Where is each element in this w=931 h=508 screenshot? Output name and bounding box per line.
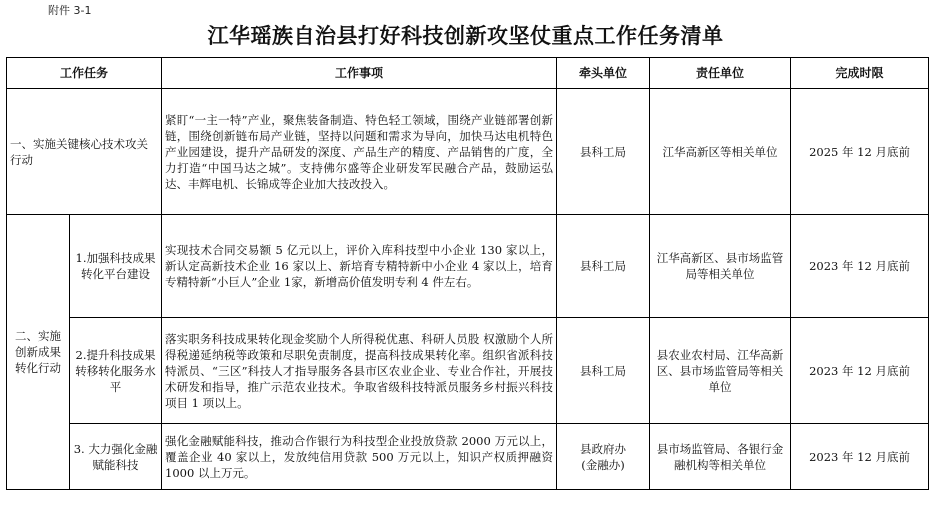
table-row (7, 424, 929, 490)
task-matters: 紧盯“一主一特”产业，聚焦装备制造、特色轻工领域，围绕产业链部署创新链，围绕创新链布局产业链，坚持以问题和需求为导向，加快马达电机特色产业园建设，提升产品研发的深度、产品生产的精度、产品销售的广度，全力打造“中国马达之城”。支持佛尔盛等企业研发军民融合产品，鼓励运弘达、丰辉电机、长锦成等企业加大技改投入。 (162, 89, 557, 215)
header-matters: 工作事项 (162, 58, 557, 89)
lead-unit: 县科工局 (557, 318, 650, 424)
subtask-name: 2.提升科技成果转移转化服务水平 (70, 318, 162, 424)
attachment-label: 附件 3-1 (48, 4, 92, 17)
responsible-unit: 江华高新区等相关单位 (650, 89, 791, 215)
table-row (7, 215, 929, 318)
responsible-unit: 县市场监管局、各银行金融机构等相关单位 (650, 424, 791, 490)
header-row (7, 58, 929, 89)
header-deadline: 完成时限 (791, 58, 929, 89)
lead-unit: 县科工局 (557, 89, 650, 215)
table-row (7, 89, 929, 215)
page-title: 江华瑶族自治县打好科技创新攻坚仗重点工作任务清单 (207, 23, 724, 48)
subtask-name: 3. 大力强化金融赋能科技 (70, 424, 162, 490)
deadline: 2025 年 12 月底前 (791, 89, 929, 215)
deadline: 2023 年 12 月底前 (791, 215, 929, 318)
task-name: 二、实施创新成果转化行动 (7, 215, 70, 490)
responsible-unit: 县农业农村局、江华高新区、县市场监管局等相关单位 (650, 318, 791, 424)
responsible-unit: 江华高新区、县市场监管局等相关单位 (650, 215, 791, 318)
header-responsible: 责任单位 (650, 58, 791, 89)
subtask-name: 1.加强科技成果转化平台建设 (70, 215, 162, 318)
task-matters: 落实职务科技成果转化现金奖励个人所得税优惠、科研人员股 权激励个人所得税递延纳税等政策和尽职免责制度，提高科技成果转化率。组织省派科技特派员、“三区”科技人才指导服务各县市区农业企业、专业合作社，开展技术研发和指导，推广示范农业技术。争取省级科技特派员服务乡村振兴科技项目 1 项以上。 (162, 318, 557, 424)
task-name: 一、实施关键核心技术攻关行动 (7, 89, 162, 215)
lead-unit: 县科工局 (557, 215, 650, 318)
task-table (6, 57, 929, 490)
header-task: 工作任务 (7, 58, 162, 89)
deadline: 2023 年 12 月底前 (791, 318, 929, 424)
header-lead: 牵头单位 (557, 58, 650, 89)
table-row (7, 318, 929, 424)
task-matters: 实现技术合同交易额 5 亿元以上，评价入库科技型中小企业 130 家以上，新认定高新技术企业 16 家以上、新培育专精特新中小企业 4 家以上，培育专精特新“小巨人”企业 1家，新增高价值发明专利 4 件左右。 (162, 215, 557, 318)
deadline: 2023 年 12 月底前 (791, 424, 929, 490)
lead-unit: 县政府办 (金融办) (557, 424, 650, 490)
task-matters: 强化金融赋能科技，推动合作银行为科技型企业投放贷款 2000 万元以上，覆盖企业 40 家以上，发放纯信用贷款 500 万元以上，知识产权质押融资 1000 以上万元。 (162, 424, 557, 490)
